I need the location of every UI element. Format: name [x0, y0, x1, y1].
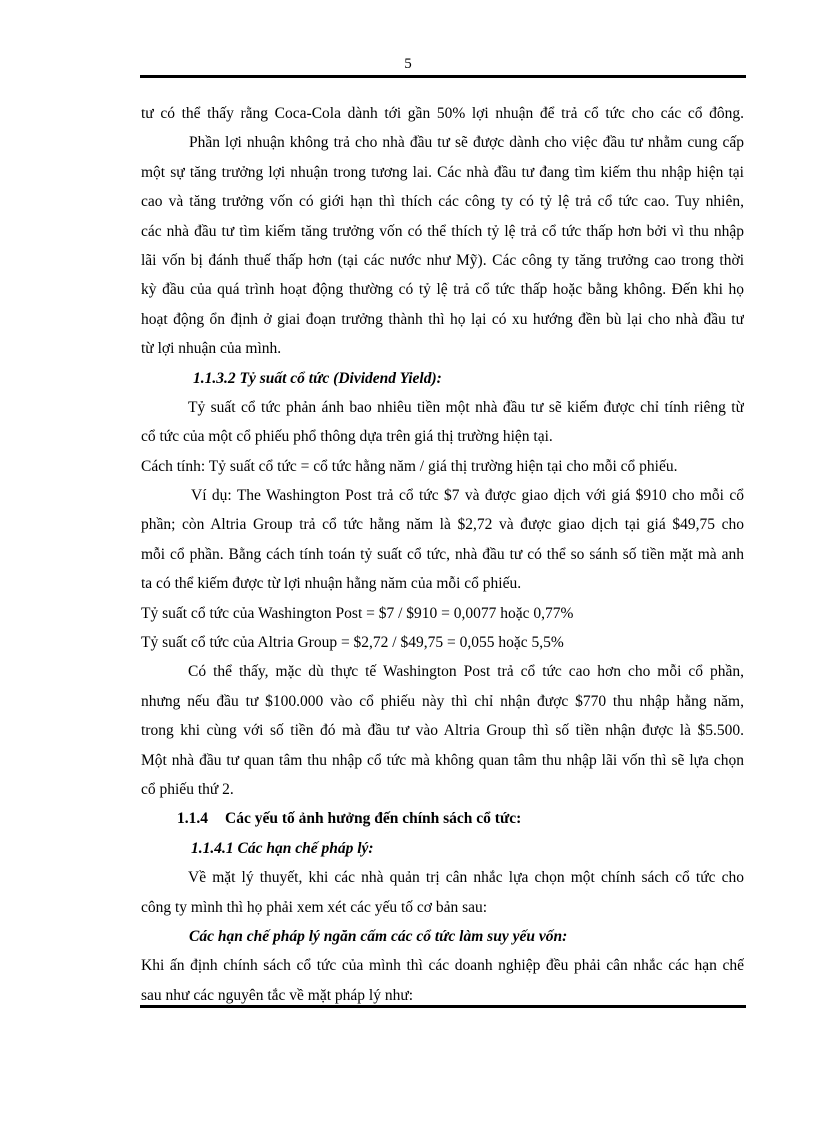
body-line: cao và tăng trưởng vốn có giới hạn thì thích các công ty có tỷ lệ trả cổ tức cao. Tuy nhiên, [141, 193, 744, 211]
body-line: tư có thể thấy rằng Coca-Cola dành tới gần 50% lợi nhuận để trả cổ tức cho các cổ đông. [141, 105, 744, 122]
body-line: hoạt động ổn định ở giai đoạn trưởng thành thì họ lại có xu hướng đền bù lại cho nhà đầu tư [141, 310, 744, 328]
section-heading-1-1-4-1: 1.1.4.1 Các hạn chế pháp lý: [191, 839, 374, 857]
body-line: trong khi cùng với số tiền đó mà đầu tư vào Altria Group thì số tiền nhận được là $5.500. [141, 722, 744, 740]
body-line: kỳ đầu của quá trình hoạt động thường có tỷ lệ trả cổ tức thấp hoặc bằng không. Đến khi họ [141, 281, 744, 299]
body-line: Một nhà đầu tư quan tâm thu nhập cổ tức mà không quan tâm thu nhập lãi vốn thì sẽ lựa chọn [141, 751, 744, 769]
body-line: nhưng nếu đầu tư $100.000 vào cổ phiếu này thì chỉ nhận được $770 thu nhập hằng năm, [141, 692, 744, 710]
body-line: Có thể thấy, mặc dù thực tế Washington Post trả cổ tức cao hơn cho mỗi cổ phần, [188, 663, 744, 681]
body-line: Cách tính: Tỷ suất cổ tức = cổ tức hằng năm / giá thị trường hiện tại cho mỗi cổ phiếu. [141, 457, 678, 475]
body-line: mỗi cổ phần. Bằng cách tính toán tỷ suất cổ tức, nhà đầu tư có thể so sánh số tiền mặt mà anh [141, 545, 744, 563]
body-line: các nhà đầu tư tìm kiếm tăng trưởng vốn có thể thích tỷ lệ trả cổ tức thấp hơn bởi vì thu nhập [141, 222, 744, 240]
body-line: lãi vốn bị đánh thuế thấp hơn (tại các nước như Mỹ). Các công ty tăng trưởng cao trong thời [141, 251, 744, 269]
body-line: Ví dụ: The Washington Post trả cổ tức $7 và được giao dịch với giá $910 cho mỗi cổ [191, 487, 744, 505]
body-line: Tỷ suất cổ tức của Washington Post = $7 / $910 = 0,0077 hoặc 0,77% [141, 604, 574, 622]
body-line: Khi ấn định chính sách cổ tức của mình thì các doanh nghiệp đều phải cân nhắc các hạn chế [141, 957, 744, 975]
body-line: Tỷ suất cổ tức của Altria Group = $2,72 / $49,75 = 0,055 hoặc 5,5% [141, 634, 564, 652]
body-line: Phần lợi nhuận không trả cho nhà đầu tư sẽ được dành cho việc đầu tư nhằm cung cấp [189, 134, 744, 152]
section-heading-1-1-4 [141, 804, 744, 833]
document-body [141, 99, 744, 1010]
body-line: từ lợi nhuận của mình. [141, 340, 282, 358]
body-line: sau như các nguyên tắc về mặt pháp lý như: [141, 986, 414, 1004]
section-title: Các yếu tố ảnh hưởng đến chính sách cổ tức: [225, 810, 522, 828]
subheading: Các hạn chế pháp lý ngăn cấm các cổ tức làm suy yếu vốn: [189, 927, 568, 945]
body-line: công ty mình thì họ phải xem xét các yếu tố cơ bản sau: [141, 898, 488, 916]
body-line: Về mặt lý thuyết, khi các nhà quản trị cân nhắc lựa chọn một chính sách cổ tức cho [188, 869, 744, 887]
body-line: phần; còn Altria Group trả cổ tức hằng năm là $2,72 và được giao dịch tại giá $49,75 cho [141, 516, 744, 534]
section-number: 1.1.4 [177, 810, 208, 828]
footer-rule [140, 1005, 746, 1008]
body-line: Tỷ suất cổ tức phản ánh bao nhiêu tiền một nhà đầu tư sẽ kiếm được chỉ tính riêng từ [188, 398, 744, 416]
page-number: 5 [404, 56, 412, 72]
body-line: một sự tăng trưởng lợi nhuận trong tương lai. Các nhà đầu tư đang tìm kiếm thu nhập hiện tại [141, 163, 744, 181]
body-line: cổ tức của một cổ phiếu phổ thông dựa trên giá thị trường hiện tại. [141, 428, 553, 446]
header-rule [140, 75, 746, 78]
body-line: cổ phiếu thứ 2. [141, 780, 234, 798]
body-line: ta có thể kiếm được từ lợi nhuận hằng năm của mỗi cổ phiếu. [141, 575, 522, 593]
section-heading-1-1-3-2: 1.1.3.2 Tỷ suất cổ tức (Dividend Yield): [193, 369, 442, 387]
